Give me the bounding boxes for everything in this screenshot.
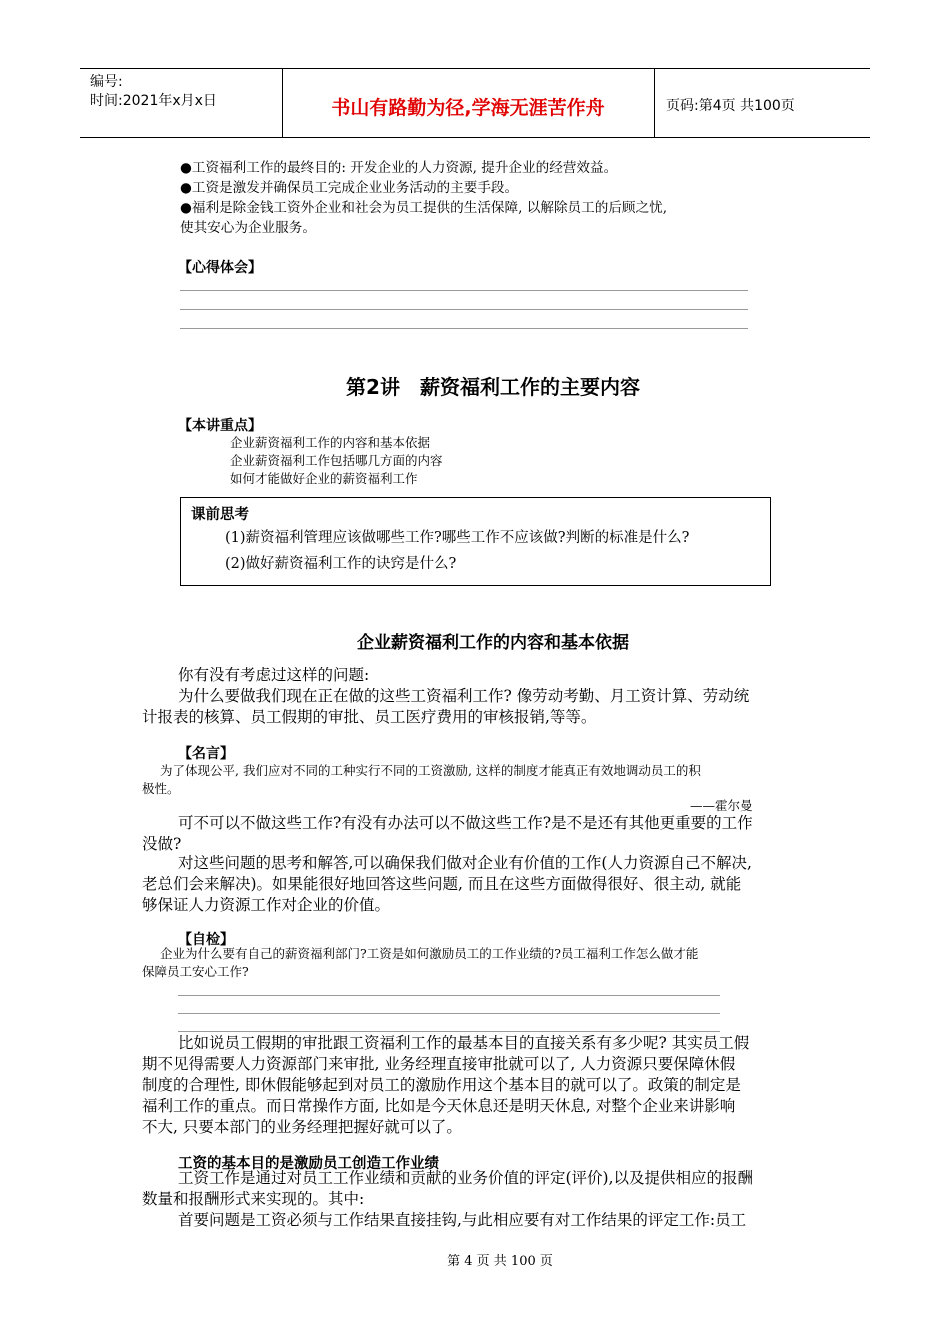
prethink-box: [180, 497, 771, 586]
writing-line: [178, 995, 720, 996]
paragraph-line: 没做?: [142, 835, 182, 853]
lecture-title: 第2讲 薪资福利工作的主要内容: [346, 375, 640, 399]
selfcheck-line: 企业为什么要有自己的薪资福利部门?工资是如何激励员工的工作业绩的?员工福利工作怎么做才能: [160, 946, 699, 961]
paragraph-line: 不大, 只要本部门的业务经理把握好就可以了。: [142, 1118, 462, 1136]
paragraph-line: 工资工作是通过对员工工作业绩和贡献的业务价值的评定(评价),以及提供相应的报酬: [178, 1169, 754, 1187]
subheading: 工资的基本目的是激励员工创造工作业绩: [178, 1156, 439, 1172]
reflection-tag: 【心得体会】: [178, 260, 262, 276]
keypoint-item: 企业薪资福利工作包括哪几方面的内容: [230, 453, 443, 468]
selfcheck-tag: 【自检】: [178, 932, 234, 948]
bullet-item: ●工资福利工作的最终目的: 开发企业的人力资源, 提升企业的经营效益。: [180, 160, 618, 176]
quote-author: ——霍尔曼: [690, 798, 753, 813]
section-title: 企业薪资福利工作的内容和基本依据: [357, 633, 629, 653]
writing-line: [180, 309, 748, 310]
purpose-bullets: [180, 158, 820, 238]
writing-line: [178, 1013, 720, 1014]
quote-tag: 【名言】: [178, 746, 234, 762]
header-motto: 书山有路勤为径,学海无涯苦作舟: [331, 97, 605, 119]
prethink-question: (1)薪资福利管理应该做哪些工作?哪些工作不应该做?判断的标准是什么?: [225, 530, 690, 546]
paragraph-line: 对这些问题的思考和解答,可以确保我们做对企业有价值的工作(人力资源自己不解决,: [178, 854, 752, 872]
keypoint-item: 企业薪资福利工作的内容和基本依据: [230, 435, 431, 450]
paragraph-line: 老总们会来解决)。如果能很好地回答这些问题, 而且在这些方面做得很好、很主动, 就能: [142, 875, 742, 893]
paragraph-line: 数量和报酬形式来实现的。其中:: [142, 1190, 365, 1208]
bullet-item: 使其安心为企业服务。: [180, 220, 316, 236]
paragraph-line: 期不见得需要人力资源部门来审批, 业务经理直接审批就可以了, 人力资源只要保障休假: [142, 1055, 736, 1073]
selfcheck-line: 保障员工安心工作?: [142, 964, 249, 979]
bullet-item: ●福利是除金钱工资外企业和社会为员工提供的生活保障, 以解除员工的后顾之忧,: [180, 200, 668, 216]
paragraph-line: 比如说员工假期的审批跟工资福利工作的最基本目的直接关系有多少呢? 其实员工假: [178, 1034, 750, 1052]
prethink-question: (2)做好薪资福利工作的诀窍是什么?: [225, 556, 457, 572]
doc-number-label: 编号:: [90, 74, 123, 90]
paragraph-line: 福利工作的重点。而日常操作方面, 比如是今天休息还是明天休息, 对整个企业来讲影响: [142, 1097, 736, 1115]
quote-line: 为了体现公平, 我们应对不同的工种实行不同的工资激励, 这样的制度才能真正有效地调动员工的积: [160, 763, 701, 778]
prethink-title: 课前思考: [191, 507, 249, 523]
bullet-item: ●工资是激发并确保员工完成企业业务活动的主要手段。: [180, 180, 519, 196]
keypoints-list: [230, 434, 443, 488]
paragraph-line: 计报表的核算、员工假期的审批、员工医疗费用的审核报销,等等。: [142, 708, 597, 726]
header-page-label: 页码:第4页 共100页: [666, 98, 795, 114]
paragraph-line: 可不可以不做这些工作?有没有办法可以不做这些工作?是不是还有其他更重要的工作: [178, 814, 753, 832]
quote-line: 极性。: [142, 781, 180, 796]
writing-line: [178, 1031, 720, 1032]
intro-question: 你有没有考虑过这样的问题:: [178, 666, 370, 684]
keypoint-item: 如何才能做好企业的薪资福利工作: [230, 471, 418, 486]
writing-line: [180, 290, 748, 291]
paragraph-line: 首要问题是工资必须与工作结果直接挂钩,与此相应要有对工作结果的评定工作:员工: [178, 1211, 747, 1229]
paragraph-line: 为什么要做我们现在正在做的这些工资福利工作? 像劳动考勤、月工资计算、劳动统: [178, 687, 750, 705]
doc-time-label: 时间:2021年x月x日: [90, 93, 217, 109]
header-divider: [654, 69, 655, 137]
paragraph-line: 制度的合理性, 即休假能够起到对员工的激励作用这个基本目的就可以了。政策的制定是: [142, 1076, 741, 1094]
keypoints-tag: 【本讲重点】: [178, 418, 262, 434]
writing-line: [180, 328, 748, 329]
paragraph-line: 够保证人力资源工作对企业的价值。: [142, 896, 391, 914]
page-header: [80, 68, 870, 138]
page-footer: 第 4 页 共 100 页: [447, 1254, 553, 1269]
header-meta: [90, 73, 217, 111]
